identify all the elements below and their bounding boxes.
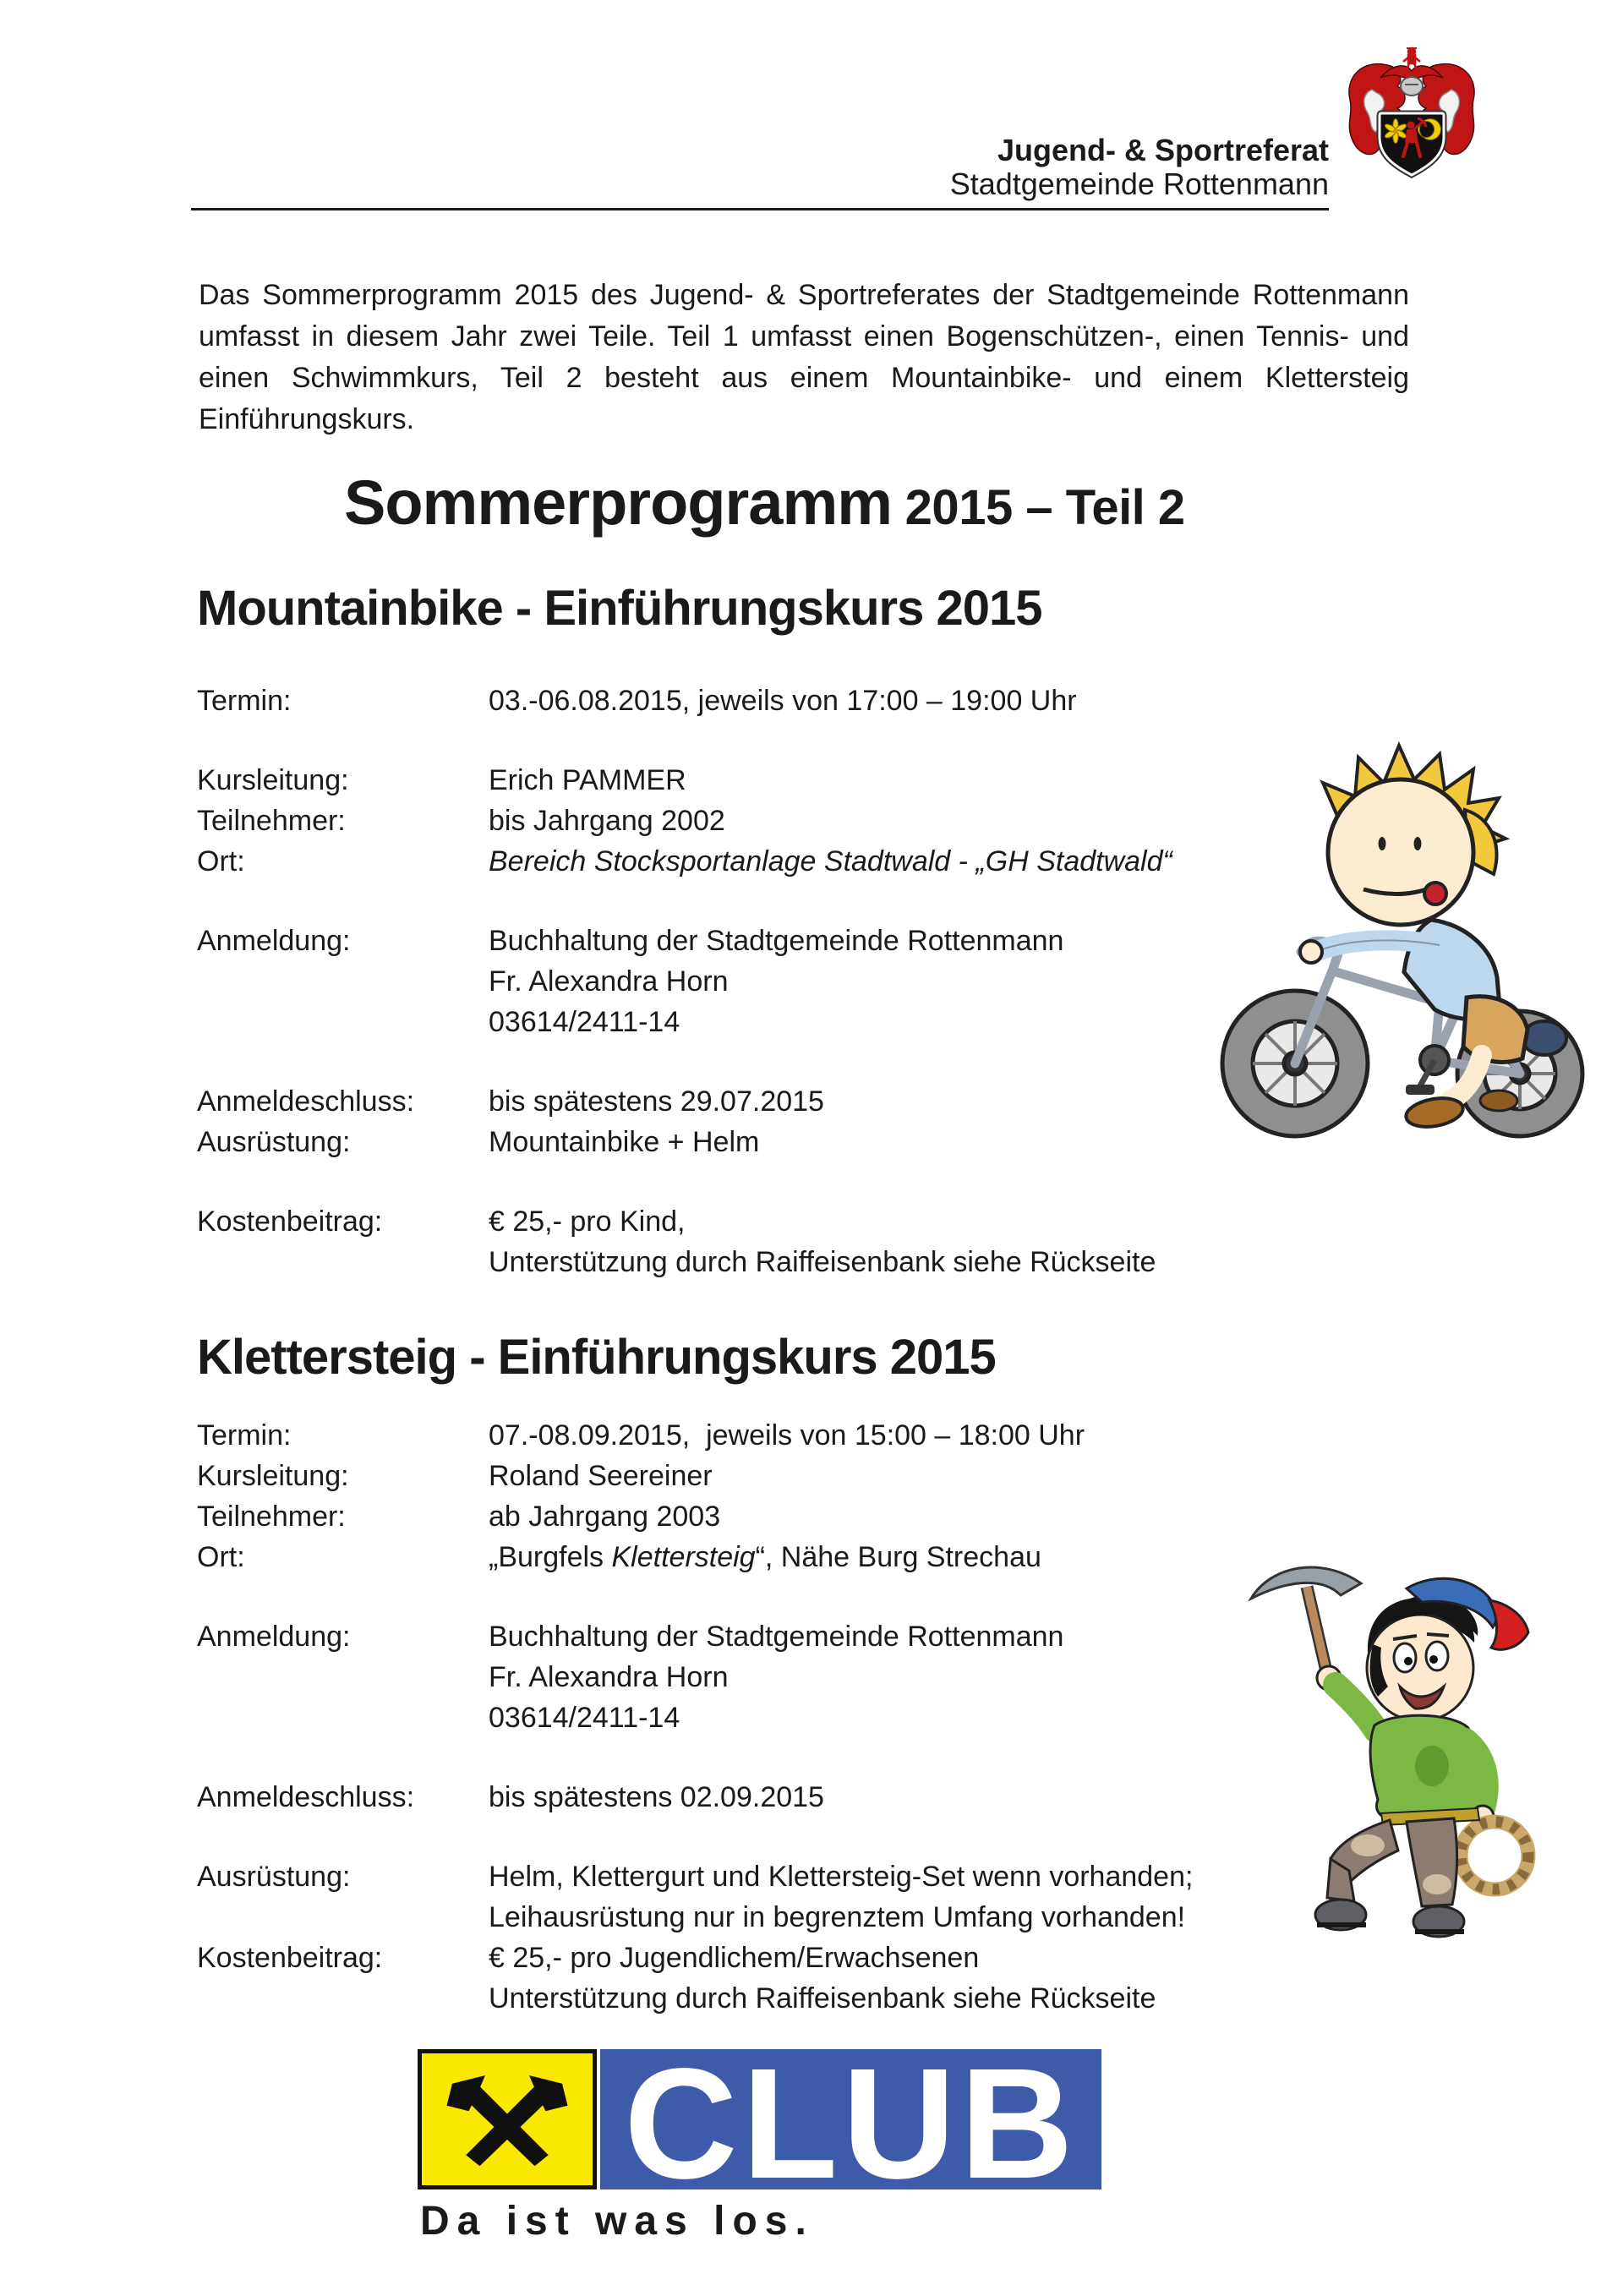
field-label: Anmeldung:	[197, 1621, 351, 1653]
field-label: Termin:	[197, 1419, 292, 1451]
header-rule	[191, 208, 1329, 210]
field-label: Kursleitung:	[197, 1460, 349, 1492]
section-heading-mountainbike: Mountainbike - Einführungskurs 2015	[197, 581, 1042, 636]
row-spacer	[197, 1162, 1465, 1201]
info-row	[197, 1415, 1465, 1456]
mountainbike-kid-illustration	[1213, 719, 1598, 1148]
field-value: 07.-08.09.2015, jeweils von 15:00 – 18:00 Uhr	[489, 1419, 1085, 1451]
field-label: Termin:	[197, 685, 292, 717]
field-value: „Burgfels Klettersteig“, Nähe Burg Strechau	[489, 1541, 1041, 1573]
field-value: Buchhaltung der Stadtgemeinde Rottenmann Fr. Alexandra Horn 03614/2411-14	[489, 1621, 1064, 1734]
info-row	[197, 1201, 1465, 1282]
field-value: ab Jahrgang 2003	[489, 1501, 721, 1533]
field-value: Roland Seereiner	[489, 1460, 713, 1492]
field-label: Kostenbeitrag:	[197, 1205, 383, 1238]
field-value: € 25,- pro Kind, Unterstützung durch Raiffeisenbank siehe Rückseite	[489, 1205, 1156, 1278]
field-label: Ausrüstung:	[197, 1126, 351, 1158]
field-label: Kostenbeitrag:	[197, 1942, 383, 1974]
field-value: bis spätestens 29.07.2015	[489, 1085, 824, 1118]
info-row	[197, 1938, 1465, 2019]
info-row	[197, 681, 1465, 721]
field-value: 03.-06.08.2015, jeweils von 17:00 – 19:00 Uhr	[489, 685, 1077, 717]
letterhead	[676, 134, 1329, 201]
raiffeisen-club-logo	[418, 2049, 1101, 2189]
club-wordmark: CLUB	[624, 2049, 1078, 2189]
letterhead-department: Jugend- & Sportreferat	[997, 133, 1329, 167]
section-heading-klettersteig: Klettersteig - Einführungskurs 2015	[197, 1330, 996, 1385]
field-value: bis spätestens 02.09.2015	[489, 1781, 824, 1813]
club-slogan: Da ist was los.	[420, 2199, 814, 2244]
field-label: Ort:	[197, 845, 245, 877]
info-row	[197, 1456, 1465, 1496]
field-value: Erich PAMMER	[489, 764, 686, 796]
field-value: bis Jahrgang 2002	[489, 805, 725, 837]
raiffeisen-emblem	[418, 2049, 597, 2189]
giebelkreuz-icon	[435, 2064, 579, 2174]
field-value: Helm, Klettergurt und Klettersteig-Set wenn vorhanden; Leihausrüstung nur in begrenztem Umfang vorhanden!	[489, 1861, 1194, 1933]
club-wordmark-box	[600, 2049, 1101, 2189]
document-title-main: Sommerprogramm	[344, 467, 893, 538]
field-label: Anmeldeschluss:	[197, 1781, 415, 1813]
field-label: Anmeldung:	[197, 925, 351, 957]
field-value: Mountainbike + Helm	[489, 1126, 760, 1158]
field-label: Ort:	[197, 1541, 245, 1573]
document-title	[344, 467, 1185, 538]
city-coat-of-arms-icon	[1342, 44, 1482, 179]
document-title-suffix: 2015 – Teil 2	[892, 480, 1185, 535]
field-value: Bereich Stocksportanlage Stadtwald - „GH Stadtwald“	[489, 845, 1172, 877]
intro-paragraph: Das Sommerprogramm 2015 des Jugend- & Sportreferates der Stadtgemeinde Rottenmann umfasst in diesem Jahr zwei Teile. Teil 1 umfasst einen Bogenschützen-, einen Tennis- und einen Schwimmkurs, Teil 2 besteht aus einem Mountainbike- und einem Klettersteig Einführungskurs.	[199, 279, 1409, 435]
letterhead-municipality: Stadtgemeinde Rottenmann	[949, 167, 1329, 201]
field-label: Teilnehmer:	[197, 1501, 346, 1533]
field-label: Kursleitung:	[197, 764, 349, 796]
climber-kid-illustration	[1241, 1550, 1545, 1945]
info-row	[197, 1496, 1465, 1537]
field-value: € 25,- pro Jugendlichem/Erwachsenen Unterstützung durch Raiffeisenbank siehe Rückseite	[489, 1942, 1156, 2014]
field-label: Anmeldeschluss:	[197, 1085, 415, 1118]
field-label: Ausrüstung:	[197, 1861, 351, 1893]
field-value: Buchhaltung der Stadtgemeinde Rottenmann Fr. Alexandra Horn 03614/2411-14	[489, 925, 1064, 1038]
field-label: Teilnehmer:	[197, 805, 346, 837]
